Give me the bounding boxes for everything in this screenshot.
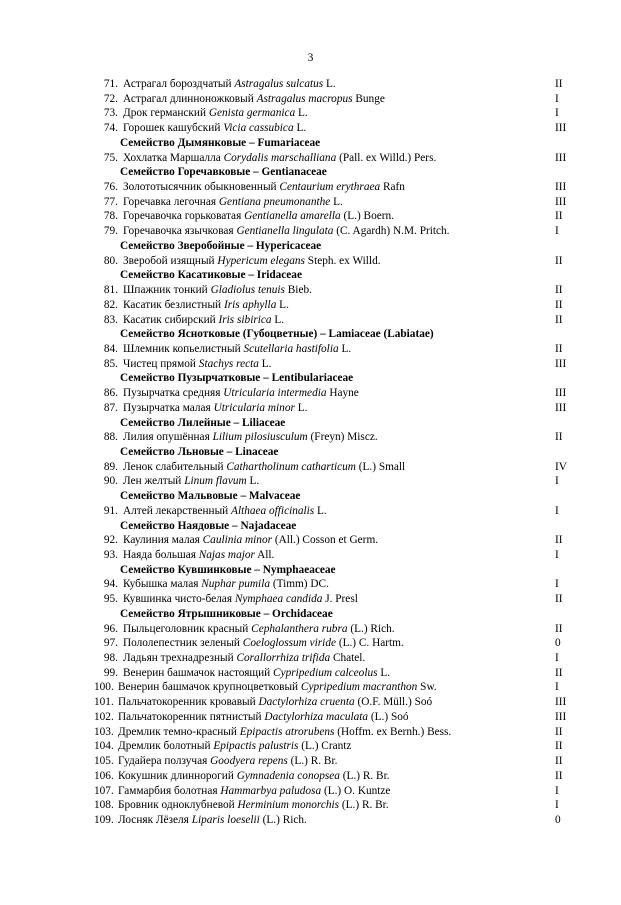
species-name [118,299,289,311]
author-citation: L. [249,475,260,488]
latin-name: Gentianella lingulata [236,225,334,238]
russian-name: Горошек кашубский [123,122,221,135]
species-row [94,460,574,475]
latin-name: Centaurium erythraea [279,181,381,194]
family-heading [94,445,574,460]
author-citation: L. [380,666,391,679]
author-citation: L. [333,195,343,208]
russian-name: Пальчатокоренник пятнистый [118,710,262,723]
latin-name: Utricularia intermedia [223,387,327,400]
species-row [94,254,574,269]
russian-name: Хохлатка Маршалла [123,151,221,164]
rarity-category: II [555,78,563,90]
species-row [94,504,574,519]
russian-name: Шпажник тонкий [123,284,208,297]
rarity-category: I [555,652,559,665]
latin-name: Linum flavum [184,475,247,488]
species-row [94,710,574,725]
rarity-category: II [555,210,563,223]
rarity-category: III [555,710,567,723]
family-heading-text: Семейство Ятрышниковые – Orchidaceae [120,607,333,620]
species-name [118,593,358,605]
latin-name: Cephalanthera rubra [251,622,348,635]
family-heading [94,371,574,386]
family-heading [94,165,574,180]
latin-name: Liparis loeselii [191,813,260,826]
species-number: 103. [94,725,114,738]
family-heading [94,327,574,342]
species-number: 96. [103,622,118,635]
family-heading [94,136,574,151]
species-number: 95. [103,593,118,606]
rarity-category: 0 [555,813,561,826]
species-row [94,401,574,416]
species-row [94,430,574,445]
russian-name: Венерин башмачок настоящий [123,666,271,679]
species-number: 75. [103,151,118,164]
species-name [118,799,389,811]
species-number: 90. [103,475,118,488]
rarity-category: III [555,151,567,164]
latin-name: Lilium pilosiusculum [212,431,308,444]
family-heading-text: Семейство Горечавковые – Gentianaceae [120,166,327,179]
species-name [118,402,307,414]
latin-name: Hypericum elegans [217,254,305,267]
species-row [94,680,574,695]
family-heading [94,416,574,431]
species-row [94,386,574,401]
species-number: 85. [103,357,118,370]
species-number: 92. [103,534,118,547]
latin-name: Iris aphylla [223,298,277,311]
latin-name: Astragalus sulcatus [234,78,324,90]
species-row [94,798,574,813]
latin-name: Najas major [198,549,255,561]
rarity-category: II [555,769,563,782]
russian-name: Шлемник копьелистный [123,342,241,355]
rarity-category: II [555,313,563,326]
species-number: 73. [103,107,118,120]
species-name [118,740,351,752]
species-name [118,225,450,237]
russian-name: Ленок слабительный [123,460,224,473]
author-citation: L. [297,401,308,414]
author-citation: (L.) C. Hartm. [338,637,404,650]
author-citation: (L.) Rich. [262,813,307,826]
species-name [118,152,436,164]
latin-name: Goodyera repens [210,755,288,768]
rarity-category: II [555,666,563,679]
species-name [118,667,390,679]
species-row [94,769,574,784]
author-citation: (L.) Rich. [350,622,395,635]
species-row [94,92,574,107]
species-number: 104. [94,740,114,753]
species-row [94,695,574,710]
latin-name: Dactylorhiza maculata [264,710,369,723]
family-heading-text: Семейство Дымянковые – Fumariaceae [120,136,321,149]
family-heading-text: Семейство Мальвовые – Malvaceae [120,490,301,503]
author-citation: Bieb. [287,284,312,297]
family-heading [94,489,574,504]
russian-name: Дремлик болотный [118,740,211,753]
species-row [94,357,574,372]
author-citation: L. [326,78,336,90]
russian-name: Горечавка легочная [123,195,217,208]
species-row [94,195,574,210]
russian-name: Гаммарбия болотная [118,784,218,797]
species-name [118,314,284,326]
latin-name: Corallorrhiza trifida [236,652,331,665]
latin-name: Cathartholinum catharticum [226,460,356,473]
russian-name: Алтей лекарственный [123,504,229,517]
rarity-category: II [555,593,563,606]
author-citation: (L.) Boern. [343,210,394,223]
russian-name: Венерин башмачок крупноцветковый [118,681,299,694]
rarity-category: II [555,298,563,311]
latin-name: Iris sibirica [218,313,272,326]
species-number: 98. [103,652,118,665]
russian-name: Гудайера ползучая [118,755,208,768]
rarity-category: I [555,225,559,238]
rarity-category: I [555,681,559,694]
author-citation: (L.) R. Br. [342,769,390,782]
author-citation: (C. Agardh) N.M. Pritch. [336,225,450,238]
species-number: 97. [103,637,118,650]
species-number: 83. [103,313,118,326]
rarity-category: II [555,342,563,355]
species-name [118,681,437,693]
species-name [118,814,307,826]
russian-name: Лосняк Лёзеля [118,813,189,826]
author-citation: Chatel. [332,652,366,665]
author-citation: L. [341,342,352,355]
rarity-category: I [555,92,559,105]
russian-name: Пыльцеголовник красный [123,622,249,635]
species-name [118,785,390,797]
species-number: 94. [103,578,118,591]
species-number: 81. [103,284,118,297]
family-heading [94,563,574,578]
russian-name: Чистец прямой [123,357,196,370]
species-row [94,622,574,637]
species-row [94,784,574,799]
species-row [94,283,574,298]
species-name [118,770,390,782]
species-name [118,107,308,119]
russian-name: Кувшинка чисто-белая [123,593,233,606]
author-citation: L. [274,313,285,326]
latin-name: Cypripedium calceolus [273,666,378,679]
author-citation: (L.) R. Br. [341,799,389,812]
species-row [94,474,574,489]
species-name [118,578,329,590]
family-heading-text: Семейство Льновые – Linaceae [120,445,279,458]
species-name [118,623,395,635]
species-row [94,298,574,313]
latin-name: Epipactis atrorubens [239,725,335,738]
page-number: 3 [307,52,314,64]
rarity-category: II [555,284,563,297]
latin-name: Cypripedium macranthon [300,681,418,694]
russian-name: Каулиния малая [123,534,200,547]
author-citation: L. [317,504,327,517]
species-row [94,106,574,121]
author-citation: Steph. ex Willd. [307,254,381,267]
species-name [118,284,312,296]
species-number: 71. [103,78,118,90]
species-row [94,725,574,740]
family-heading-text: Семейство Кувшинковые – Nymphaeaceae [120,563,336,576]
species-number: 72. [103,92,118,105]
author-citation: J. Presl [325,593,358,606]
author-citation: (Hoffm. ex Bernh.) Bess. [337,725,452,738]
rarity-category: I [555,799,559,812]
species-name [118,122,306,134]
latin-name: Nymphaea candida [234,593,323,606]
species-name [118,181,405,193]
species-number: 78. [103,210,118,223]
species-number: 100. [94,681,114,694]
species-name [118,210,394,222]
rarity-category: III [555,401,567,414]
russian-name: Касатик сибирский [123,313,216,326]
russian-name: Пальчатокоренник кровавый [118,696,256,709]
species-name [118,475,259,487]
family-heading-text: Семейство Лилейные – Liliaceae [120,416,286,429]
species-row [94,209,574,224]
latin-name: Epipactis palustris [213,740,299,753]
russian-name: Касатик безлистный [123,298,222,311]
species-number: 87. [103,401,118,414]
russian-name: Ладьян трехнадрезный [123,652,234,665]
species-number: 106. [94,769,114,782]
rarity-category: I [555,475,559,488]
latin-name: Caulinia minor [202,534,272,547]
russian-name: Золототысячник обыкновенный [123,181,277,194]
latin-name: Gentiana pneumonanthe [218,195,331,208]
russian-name: Пололепестник зеленый [123,637,240,650]
species-name [118,255,381,267]
author-citation: (All.) Cosson et Germ. [274,534,379,547]
species-number: 99. [103,666,118,679]
rarity-category: I [555,549,559,561]
rarity-category: III [555,181,567,194]
russian-name: Наяда большая [123,549,196,561]
author-citation: Rafn [382,181,405,194]
species-number: 108. [94,799,114,812]
species-name [118,696,432,708]
species-name [118,387,359,399]
russian-name: Астрагал длинноножковый [123,92,254,105]
rarity-category: II [555,622,563,635]
species-number: 109. [94,813,114,826]
species-row [94,224,574,239]
rarity-category: I [555,784,559,797]
species-row [94,754,574,769]
species-number: 101. [94,696,114,709]
author-citation: (L.) Crantz [301,740,352,753]
species-row [94,77,574,92]
species-name [118,343,351,355]
author-citation: Hayne [329,387,359,400]
russian-name: Горечавочка горьковатая [123,210,242,223]
author-citation: (Pall. ex Willd.) Pers. [339,151,437,164]
rarity-category: II [555,254,563,267]
species-number: 102. [94,710,114,723]
rarity-category: II [555,740,563,753]
rarity-category: I [555,578,559,591]
family-heading-text: Семейство Яснотковые (Губоцветные) – Lamiaceae (Labiatae) [120,328,434,341]
species-number: 82. [103,298,118,311]
latin-name: Utricularia minor [213,401,295,414]
latin-name: Astragalus macropus [256,92,353,105]
species-row [94,577,574,592]
russian-name: Бровник одноклубневой [118,799,235,812]
rarity-category: II [555,431,563,444]
species-name [118,505,327,517]
species-row [94,739,574,754]
family-heading-text: Семейство Зверобойные – Hypericaceae [120,239,322,252]
species-name [118,93,385,105]
author-citation: L. [297,107,308,120]
rarity-category: I [555,504,559,517]
rarity-category: 0 [555,637,561,650]
latin-name: Gladiolus tenuis [210,284,285,297]
species-name [118,358,271,370]
latin-name: Althaea officinalis [231,504,315,517]
rarity-category: III [555,357,567,370]
russian-name: Дрок германский [123,107,207,120]
rarity-category: III [555,122,567,135]
species-name [118,755,337,767]
rarity-category: I [555,107,559,120]
species-row [94,121,574,136]
species-row [94,636,574,651]
family-heading-text: Семейство Наядовые – Najadaceae [120,519,297,532]
author-citation: L. [296,122,307,135]
species-number: 77. [103,195,118,208]
latin-name: Gymnadenia conopsea [236,769,340,782]
family-heading [94,519,574,534]
latin-name: Gentianella amarella [244,210,341,223]
latin-name: Dactylorhiza cruenta [258,696,355,709]
species-row [94,151,574,166]
latin-name: Coeloglossum viride [242,637,336,650]
author-citation: (L.) Soó [370,710,409,723]
species-name [118,431,378,443]
author-citation: (L.) R. Br. [290,755,338,768]
latin-name: Genista germanica [208,107,296,120]
species-number: 79. [103,225,118,238]
author-citation: All. [257,549,275,561]
rarity-category: III [555,696,567,709]
russian-name: Дремлик темно-красный [118,725,237,738]
species-number: 93. [103,549,118,561]
latin-name: Stachys recta [198,357,259,370]
species-number: 107. [94,784,114,797]
family-heading [94,239,574,254]
author-citation: Sw. [420,681,437,694]
species-name [118,196,343,208]
species-row [94,813,574,828]
author-citation: (Timm) DC. [272,578,329,591]
latin-name: Corydalis marschalliana [223,151,337,164]
author-citation: (L.) Small [358,460,406,473]
species-row [94,342,574,357]
russian-name: Лен желтый [123,475,182,488]
species-number: 86. [103,387,118,400]
rarity-category: II [555,534,563,547]
russian-name: Пузырчатка малая [123,401,211,414]
species-row [94,666,574,681]
latin-name: Hammarbya paludosa [220,784,322,797]
species-number: 76. [103,181,118,194]
species-number: 105. [94,755,114,768]
species-name [118,652,365,664]
author-citation: Bunge [355,92,385,105]
latin-name: Scutellaria hastifolia [243,342,339,355]
species-number: 80. [103,254,118,267]
species-row [94,548,574,563]
rarity-category: II [555,755,563,768]
author-citation: L. [261,357,272,370]
russian-name: Горечавочка язычковая [123,225,234,238]
russian-name: Астрагал бороздчатый [123,78,232,90]
species-row [94,592,574,607]
family-heading-text: Семейство Касатиковые – Iridaceae [120,269,302,282]
russian-name: Зверобой изящный [123,254,215,267]
species-number: 74. [103,122,118,135]
species-number: 89. [103,460,118,473]
species-list [94,77,574,828]
author-citation: (O.F. Müll.) Soó [357,696,433,709]
rarity-category: III [555,195,567,208]
species-name [118,711,409,723]
latin-name: Herminium monorchis [237,799,340,812]
species-row [94,313,574,328]
species-row [94,180,574,195]
species-row [94,533,574,548]
russian-name: Кубышка малая [123,578,199,591]
species-row [94,651,574,666]
family-heading [94,268,574,283]
species-number: 88. [103,431,118,444]
author-citation: L. [279,298,289,311]
rarity-category: III [555,387,567,400]
species-name [118,726,451,738]
species-name [118,534,378,546]
latin-name: Vicia cassubica [223,122,294,135]
species-number: 91. [103,504,118,517]
latin-name: Nuphar pumila [201,578,270,591]
species-name [118,549,274,561]
russian-name: Пузырчатка средняя [123,387,221,400]
author-citation: (Freyn) Miscz. [310,431,378,444]
author-citation: (L.) O. Kuntze [323,784,391,797]
species-name [118,637,404,649]
family-heading [94,607,574,622]
rarity-category: IV [555,460,567,473]
family-heading-text: Семейство Пузырчатковые – Lentibulariaceae [120,372,354,385]
russian-name: Лилия опушённая [123,431,210,444]
species-number: 84. [103,342,118,355]
rarity-category: II [555,725,563,738]
species-name [118,78,336,90]
species-name [118,461,405,473]
russian-name: Кокушник длиннорогий [118,769,234,782]
